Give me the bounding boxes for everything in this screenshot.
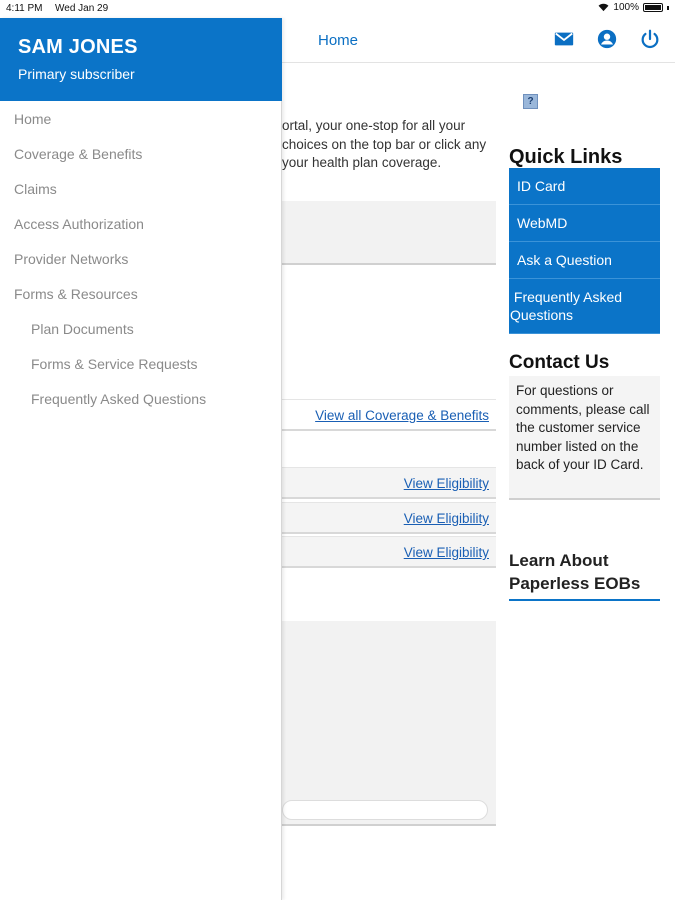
view-eligibility-link[interactable]: View Eligibility (403, 476, 489, 491)
quick-links-list (509, 168, 660, 334)
quick-link-faq[interactable]: Frequently Asked Questions (509, 279, 660, 334)
gray-panel (282, 201, 496, 265)
contact-us-title: Contact Us (509, 352, 610, 373)
eligibility-row (282, 467, 496, 499)
welcome-line: your health plan coverage. (282, 155, 442, 170)
eligibility-row (282, 502, 496, 534)
top-nav (282, 18, 675, 63)
coverage-row (282, 399, 496, 431)
power-icon[interactable] (639, 28, 661, 50)
quick-links-title: Quick Links (509, 146, 623, 168)
mail-icon[interactable] (553, 28, 575, 50)
menu-item-provider-networks[interactable]: Provider Networks (14, 251, 129, 267)
status-time: 4:11 PM (6, 3, 43, 14)
menu-item-claims[interactable]: Claims (14, 181, 57, 197)
view-all-coverage-link[interactable]: View all Coverage & Benefits (315, 408, 489, 423)
quick-link-ask-question[interactable]: Ask a Question (509, 242, 660, 279)
menu-item-faq[interactable]: Frequently Asked Questions (31, 391, 207, 407)
view-eligibility-link[interactable]: View Eligibility (403, 511, 489, 526)
contact-text: For questions or comments, please call the customer service number listed on the back of your ID Card. (509, 376, 660, 500)
drawer-menu (0, 101, 281, 424)
welcome-line: ortal, your one-stop for all your (282, 118, 466, 133)
drawer-header (0, 18, 282, 101)
battery-icon (643, 3, 663, 12)
status-date: Wed Jan 29 (55, 3, 109, 14)
menu-item-access-authorization[interactable]: Access Authorization (14, 216, 144, 232)
menu-item-home[interactable]: Home (14, 111, 52, 127)
menu-item-forms-resources[interactable]: Forms & Resources (14, 286, 138, 302)
welcome-line: choices on the top bar or click any (282, 136, 487, 152)
account-icon[interactable] (596, 28, 618, 50)
quick-link-webmd[interactable]: WebMD (509, 205, 660, 242)
learn-paperless-eobs[interactable]: Learn About Paperless EOBs (509, 549, 660, 601)
help-icon[interactable]: ? (523, 94, 538, 109)
battery-percent: 100% (613, 2, 639, 13)
battery-tip (667, 6, 669, 10)
menu-item-forms-service-requests[interactable]: Forms & Service Requests (31, 356, 198, 372)
quick-link-id-card[interactable]: ID Card (509, 168, 660, 205)
status-bar (0, 0, 675, 18)
navigation-drawer (0, 18, 282, 900)
search-input[interactable] (282, 800, 488, 820)
user-role: Primary subscriber (18, 66, 135, 82)
wifi-icon (598, 3, 609, 12)
nav-home-link[interactable]: Home (318, 32, 359, 49)
menu-item-plan-documents[interactable]: Plan Documents (31, 321, 134, 337)
welcome-text (282, 117, 502, 173)
menu-item-coverage-benefits[interactable]: Coverage & Benefits (14, 146, 143, 162)
view-eligibility-link[interactable]: View Eligibility (403, 545, 489, 560)
eligibility-row (282, 536, 496, 568)
status-right (598, 2, 669, 13)
gray-panel-lower (282, 621, 496, 826)
user-name: SAM JONES (18, 36, 138, 58)
